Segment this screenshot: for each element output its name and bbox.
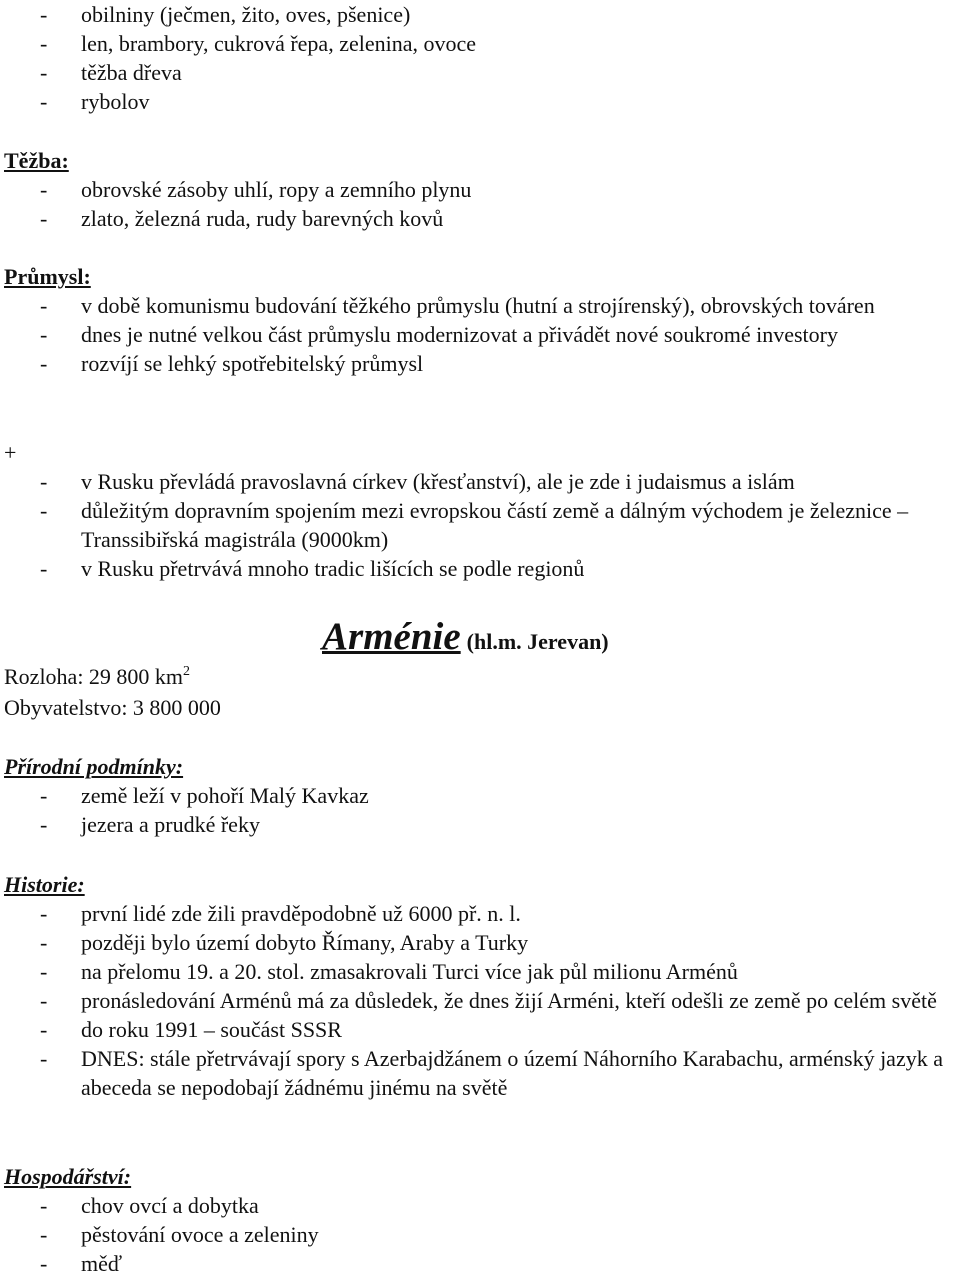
list-item <box>4 899 960 928</box>
bullet-dash: - <box>40 293 48 318</box>
list-item-text: v době komunismu budování těžkého průmyslu (hutní a strojírenský), obrovských továren <box>81 293 875 318</box>
list-item <box>4 1191 960 1220</box>
bullet-dash: - <box>40 2 48 27</box>
bullet-dash: - <box>40 959 48 984</box>
bullet-dash: - <box>40 1046 48 1071</box>
list-item <box>4 1015 960 1044</box>
country-title: Arménie <box>322 615 461 658</box>
list-item <box>4 58 960 87</box>
list-item-text: později bylo území dobyto Římany, Araby a Turky <box>81 930 529 955</box>
prumysl-list <box>4 291 960 378</box>
country-title-row <box>322 612 609 662</box>
list-item <box>4 1249 960 1278</box>
section-heading-historie: Historie: <box>4 872 85 897</box>
bullet-dash: - <box>40 322 48 347</box>
list-item <box>4 554 960 583</box>
top-section <box>4 0 960 116</box>
list-item-text: zlato, železná ruda, rudy barevných kovů <box>81 206 444 231</box>
list-item-text: v Rusku převládá pravoslavná církev (křesťanství), ale je zde i judaismus a islám <box>81 469 795 494</box>
list-item <box>4 496 960 554</box>
bullet-dash: - <box>40 1222 48 1247</box>
list-item <box>4 810 960 839</box>
bullet-dash: - <box>40 351 48 376</box>
country-capital: (hl.m. Jerevan) <box>466 629 609 654</box>
list-item <box>4 781 960 810</box>
population-fact: Obyvatelstvo: 3 800 000 <box>4 695 221 720</box>
area-fact <box>4 662 190 691</box>
bullet-dash: - <box>40 901 48 926</box>
tezba-list <box>4 175 960 233</box>
list-item-text: pěstování ovoce a zeleniny <box>81 1222 319 1247</box>
list-item-text: rybolov <box>81 89 150 114</box>
list-item-text: DNES: stále přetrvávají spory s Azerbajdžánem o území Náhorního Karabachu, arménský jazyk a abeceda se nepodobají žádnému jinému na světě <box>81 1046 943 1100</box>
area-label: Rozloha: 29 800 km <box>4 664 184 689</box>
plus-list <box>4 467 960 583</box>
bullet-dash: - <box>40 31 48 56</box>
list-item <box>4 349 960 378</box>
bullet-dash: - <box>40 498 48 523</box>
historie-section <box>4 870 960 1102</box>
tezba-section <box>4 146 960 233</box>
section-heading-prumysl: Průmysl: <box>4 264 91 289</box>
hospodarstvi-list <box>4 1191 960 1278</box>
bullet-dash: - <box>40 812 48 837</box>
list-item-text: těžba dřeva <box>81 60 182 85</box>
bullet-dash: - <box>40 89 48 114</box>
prirodni-list <box>4 781 960 839</box>
section-heading-hospodarstvi: Hospodářství: <box>4 1164 132 1189</box>
plus-section <box>4 467 960 583</box>
bullet-dash: - <box>40 556 48 581</box>
list-item <box>4 29 960 58</box>
list-item <box>4 204 960 233</box>
list-item <box>4 986 960 1015</box>
section-heading-tezba: Těžba: <box>4 148 69 173</box>
list-item <box>4 175 960 204</box>
list-item-text: v Rusku přetrvává mnoho tradic lišících se podle regionů <box>81 556 585 581</box>
list-item-text: obrovské zásoby uhlí, ropy a zemního plynu <box>81 177 472 202</box>
list-item <box>4 1044 960 1102</box>
list-item-text: jezera a prudké řeky <box>81 812 260 837</box>
bullet-dash: - <box>40 469 48 494</box>
list-item-text: země leží v pohoří Malý Kavkaz <box>81 783 369 808</box>
bullet-dash: - <box>40 1251 48 1276</box>
bullet-dash: - <box>40 1193 48 1218</box>
list-item-text: do roku 1991 – součást SSSR <box>81 1017 342 1042</box>
list-item-text: důležitým dopravním spojením mezi evropskou částí země a dálným východem je železnice – Transsibiřská magistrála (9000km) <box>81 498 909 552</box>
bullet-dash: - <box>40 988 48 1013</box>
hospodarstvi-section <box>4 1162 960 1278</box>
list-item <box>4 1220 960 1249</box>
list-item <box>4 291 960 320</box>
list-item <box>4 928 960 957</box>
bullet-dash: - <box>40 206 48 231</box>
list-item <box>4 957 960 986</box>
list-item <box>4 0 960 29</box>
bullet-dash: - <box>40 60 48 85</box>
list-item <box>4 467 960 496</box>
bullet-dash: - <box>40 1017 48 1042</box>
prirodni-section <box>4 752 960 839</box>
list-item <box>4 87 960 116</box>
list-item-text: pronásledování Arménů má za důsledek, že dnes žijí Arméni, kteří odešli ze země po celém světě <box>81 988 937 1013</box>
top-list <box>4 0 960 116</box>
bullet-dash: - <box>40 783 48 808</box>
list-item-text: dnes je nutné velkou část průmyslu modernizovat a přivádět nové soukromé investory <box>81 322 838 347</box>
list-item-text: chov ovcí a dobytka <box>81 1193 259 1218</box>
prumysl-section <box>4 262 960 378</box>
list-item-text: první lidé zde žili pravděpodobně už 6000 př. n. l. <box>81 901 521 926</box>
list-item-text: obilniny (ječmen, žito, oves, pšenice) <box>81 2 411 27</box>
historie-list <box>4 899 960 1102</box>
bullet-dash: - <box>40 930 48 955</box>
list-item-text: na přelomu 19. a 20. stol. zmasakrovali Turci více jak půl milionu Arménů <box>81 959 738 984</box>
list-item-text: měď <box>81 1251 123 1276</box>
list-item-text: rozvíjí se lehký spotřebitelský průmysl <box>81 351 424 376</box>
area-unit-superscript: 2 <box>183 664 191 679</box>
plus-symbol: + <box>4 440 17 465</box>
bullet-dash: - <box>40 177 48 202</box>
section-heading-prirodni: Přírodní podmínky: <box>4 754 184 779</box>
list-item-text: len, brambory, cukrová řepa, zelenina, ovoce <box>81 31 477 56</box>
list-item <box>4 320 960 349</box>
